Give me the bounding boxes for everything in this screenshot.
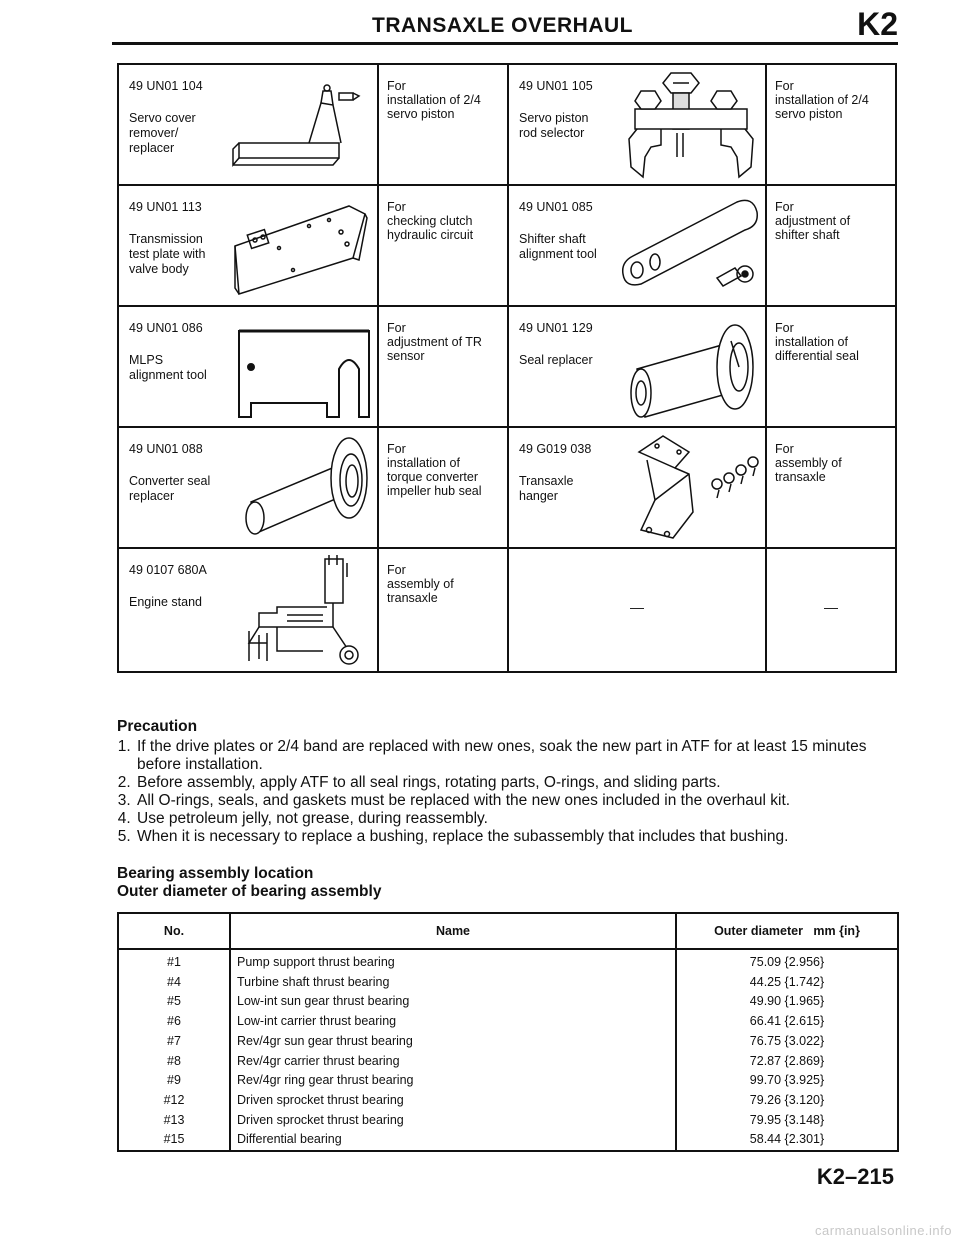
table-row — [118, 973, 898, 993]
table-row — [118, 1130, 898, 1151]
shifter-shaft-tool-icon — [619, 198, 764, 298]
tool-usage: For installation of differential seal — [775, 321, 859, 363]
bearing-name: Rev/4gr carrier thrust bearing — [230, 1052, 676, 1072]
page-number: K2–215 — [816, 1164, 894, 1189]
servo-cover-remover-icon — [229, 83, 369, 183]
tool-number: 49 0107 680A — [129, 563, 207, 577]
bearing-name: Driven sprocket thrust bearing — [230, 1111, 676, 1131]
tool-cell — [118, 548, 378, 672]
bearing-diameter: 76.75 {3.022} — [676, 1032, 898, 1052]
engine-stand-icon — [237, 555, 377, 667]
bearing-name: Low-int sun gear thrust bearing — [230, 992, 676, 1012]
special-tools-table — [117, 63, 897, 673]
bearing-name: Driven sprocket thrust bearing — [230, 1091, 676, 1111]
seal-replacer-icon — [621, 321, 763, 421]
col-header-name: Name — [230, 913, 676, 949]
tool-usage: For assembly of transaxle — [775, 442, 842, 484]
table-row — [118, 1032, 898, 1052]
table-row — [118, 1052, 898, 1072]
tool-name: Servo cover remover/ replacer — [129, 111, 196, 155]
tool-number: 49 UN01 105 — [519, 79, 593, 93]
tool-cell — [508, 185, 766, 306]
tool-usage-cell — [378, 306, 508, 427]
tool-usage: For installation of torque converter impeller hub seal — [387, 442, 482, 498]
section-code: K2 — [857, 6, 898, 42]
watermark: carmanualsonline.info — [815, 1223, 952, 1238]
tool-row — [118, 306, 896, 427]
tool-usage: For assembly of transaxle — [387, 563, 454, 605]
tool-number: 49 UN01 085 — [519, 200, 593, 214]
converter-seal-replacer-icon — [237, 436, 375, 536]
tool-cell — [118, 64, 378, 185]
bearing-headings — [117, 865, 381, 901]
col-header-no: No. — [118, 913, 230, 949]
tool-number: 49 UN01 104 — [129, 79, 203, 93]
tool-name: Transmission test plate with valve body — [129, 232, 206, 276]
bearing-no: #4 — [118, 973, 230, 993]
tool-name: Shifter shaft alignment tool — [519, 232, 597, 261]
tool-usage: For checking clutch hydraulic circuit — [387, 200, 474, 242]
bearing-no: #12 — [118, 1091, 230, 1111]
bearing-no: #1 — [118, 949, 230, 973]
table-row — [118, 1071, 898, 1091]
tool-cell — [508, 306, 766, 427]
empty-cell — [508, 548, 766, 672]
bearing-diameter: 49.90 {1.965} — [676, 992, 898, 1012]
tool-usage-cell — [766, 306, 896, 427]
header-rule — [112, 42, 898, 45]
bearing-diameter: 75.09 {2.956} — [676, 949, 898, 973]
tool-usage: For installation of 2/4 servo piston — [775, 79, 869, 121]
precaution-title: Precaution — [117, 718, 198, 735]
bearing-name: Pump support thrust bearing — [230, 949, 676, 973]
tool-cell — [118, 306, 378, 427]
bearing-header-row — [118, 913, 898, 949]
empty-dash: — — [630, 599, 644, 615]
bearing-diameter: 58.44 {2.301} — [676, 1130, 898, 1151]
tool-name: MLPS alignment tool — [129, 353, 207, 382]
empty-cell — [766, 548, 896, 672]
tool-number: 49 G019 038 — [519, 442, 592, 456]
bearing-diameter: 99.70 {3.925} — [676, 1071, 898, 1091]
table-row — [118, 1091, 898, 1111]
precaution-section — [117, 718, 907, 846]
tool-usage-cell — [378, 64, 508, 185]
tool-name: Engine stand — [129, 595, 202, 609]
table-row — [118, 1111, 898, 1131]
bearing-no: #6 — [118, 1012, 230, 1032]
bearing-diameter: 79.26 {3.120} — [676, 1091, 898, 1111]
bearing-no: #9 — [118, 1071, 230, 1091]
tool-number: 49 UN01 113 — [129, 200, 202, 214]
tool-name: Converter seal replacer — [129, 474, 211, 503]
tool-usage-cell — [378, 185, 508, 306]
tool-usage-cell — [766, 427, 896, 548]
test-plate-icon — [229, 196, 369, 296]
tool-usage: For adjustment of TR sensor — [387, 321, 482, 363]
bearing-no: #8 — [118, 1052, 230, 1072]
bearing-name: Differential bearing — [230, 1130, 676, 1151]
bearing-diameter: 44.25 {1.742} — [676, 973, 898, 993]
tool-cell — [118, 185, 378, 306]
tool-usage: For adjustment of shifter shaft — [775, 200, 851, 242]
tool-row — [118, 548, 896, 672]
page-header — [112, 8, 898, 44]
table-row — [118, 992, 898, 1012]
table-row — [118, 1012, 898, 1032]
transaxle-hanger-icon — [619, 434, 765, 542]
bearing-name: Rev/4gr ring gear thrust bearing — [230, 1071, 676, 1091]
tool-cell — [118, 427, 378, 548]
bearing-location-heading: Bearing assembly location — [117, 865, 314, 882]
bearing-name: Rev/4gr sun gear thrust bearing — [230, 1032, 676, 1052]
servo-piston-rod-selector-icon — [621, 69, 761, 181]
tool-name: Servo piston rod selector — [519, 111, 589, 140]
tool-usage-cell — [766, 64, 896, 185]
precaution-item: 5. When it is necessary to replace a bushing, replace the subassembly that includes that bushing. — [135, 828, 907, 846]
precaution-list — [117, 738, 907, 846]
tool-cell — [508, 427, 766, 548]
tool-name: Transaxle hanger — [519, 474, 574, 503]
empty-dash: — — [824, 599, 838, 615]
tool-name: Seal replacer — [519, 353, 593, 367]
tool-usage-cell — [378, 548, 508, 672]
tool-number: 49 UN01 129 — [519, 321, 593, 335]
bearing-diameter-heading: Outer diameter of bearing assembly — [117, 883, 382, 900]
bearing-no: #15 — [118, 1130, 230, 1151]
tool-usage: For installation of 2/4 servo piston — [387, 79, 481, 121]
tool-row — [118, 64, 896, 185]
tool-row — [118, 427, 896, 548]
bearing-name: Low-int carrier thrust bearing — [230, 1012, 676, 1032]
bearing-no: #5 — [118, 992, 230, 1012]
tool-number: 49 UN01 088 — [129, 442, 203, 456]
bearing-no: #7 — [118, 1032, 230, 1052]
bearing-no: #13 — [118, 1111, 230, 1131]
tool-row — [118, 185, 896, 306]
col-header-diameter: Outer diameter mm {in} — [676, 913, 898, 949]
tool-cell — [508, 64, 766, 185]
precaution-item: 1. If the drive plates or 2/4 band are replaced with new ones, soak the new part in ATF for at least 15 minutes before installation. — [135, 738, 907, 774]
mlps-alignment-tool-icon — [237, 327, 377, 419]
tool-usage-cell — [378, 427, 508, 548]
tool-usage-cell — [766, 185, 896, 306]
precaution-item: 2. Before assembly, apply ATF to all seal rings, rotating parts, O-rings, and sliding parts. — [135, 774, 907, 792]
bearing-diameter: 66.41 {2.615} — [676, 1012, 898, 1032]
precaution-item: 4. Use petroleum jelly, not grease, during reassembly. — [135, 810, 907, 828]
table-row — [118, 949, 898, 973]
bearing-name: Turbine shaft thrust bearing — [230, 973, 676, 993]
tool-number: 49 UN01 086 — [129, 321, 203, 335]
bearing-diameter: 72.87 {2.869} — [676, 1052, 898, 1072]
bearing-table — [117, 912, 899, 1152]
precaution-item: 3. All O-rings, seals, and gaskets must be replaced with the new ones included in the overhaul kit. — [135, 792, 907, 810]
page-title: TRANSAXLE OVERHAUL — [372, 14, 634, 37]
bearing-diameter: 79.95 {3.148} — [676, 1111, 898, 1131]
